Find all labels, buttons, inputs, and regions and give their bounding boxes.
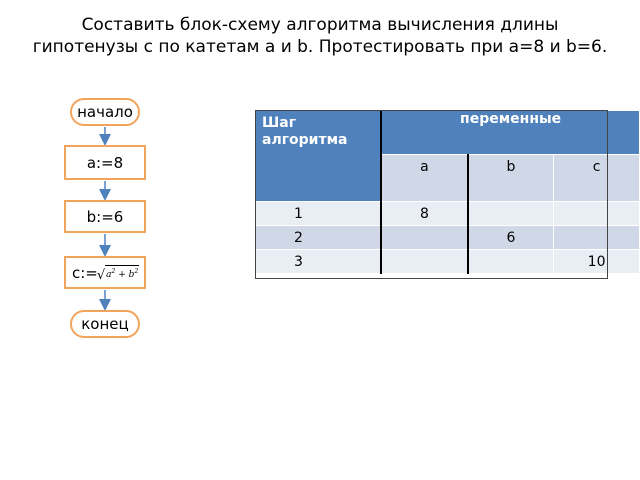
table-row <box>256 226 640 250</box>
row2-a <box>381 226 467 250</box>
row1-a: 8 <box>381 202 467 226</box>
row1-c <box>554 202 640 226</box>
flow-start-node <box>70 98 140 126</box>
row1-b <box>468 202 554 226</box>
flow-assign-b-node <box>64 200 146 233</box>
flow-end-label: конец <box>81 315 129 333</box>
formula-radicand: $a^2 + b^2$ <box>105 265 139 281</box>
flow-compute-c-label: c:= <box>72 263 98 282</box>
flow-assign-a-node <box>64 145 146 180</box>
task-title: Составить блок-схему алгоритма вычисления длины гипотенузы с по катетам a и b. Протестировать при a=8 и b=6. <box>32 15 608 57</box>
flow-assign-a-label: a:=8 <box>86 153 124 172</box>
table-row <box>256 202 640 226</box>
hypotenuse-formula <box>97 265 139 281</box>
column-c-header: c <box>554 154 640 201</box>
header-step: Шаг алгоритма <box>256 111 382 202</box>
column-a-header: a <box>381 154 467 201</box>
flow-assign-b-label: b:=6 <box>86 207 124 226</box>
sqrt-symbol: √ <box>96 267 106 283</box>
flow-end-node <box>70 310 140 338</box>
header-variables: переменные <box>381 111 639 155</box>
flow-compute-c-node <box>64 256 146 289</box>
row1-step: 1 <box>256 202 382 226</box>
row3-c: 10 <box>554 250 640 274</box>
trace-table <box>255 110 640 274</box>
row3-step: 3 <box>256 250 382 274</box>
row2-step: 2 <box>256 226 382 250</box>
row2-c <box>554 226 640 250</box>
flow-start-label: начало <box>77 103 133 121</box>
table-row <box>256 250 640 274</box>
row2-b: 6 <box>468 226 554 250</box>
column-b-header: b <box>468 154 554 201</box>
row3-a <box>381 250 467 274</box>
row3-b <box>468 250 554 274</box>
